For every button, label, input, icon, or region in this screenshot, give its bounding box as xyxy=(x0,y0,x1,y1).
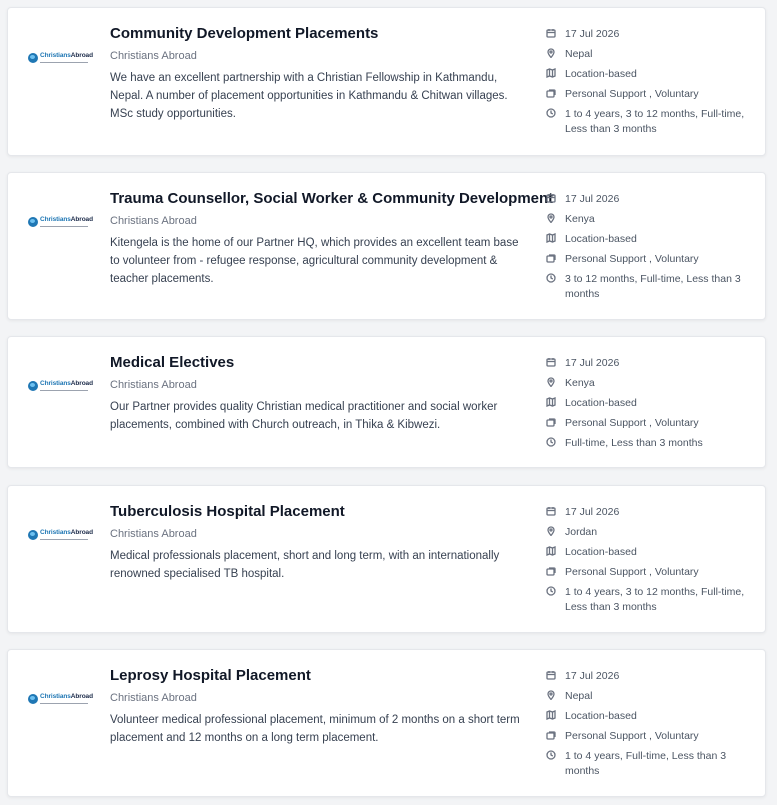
listing-description: Volunteer medical professional placement, minimum of 2 months on a short term placement and 12 months on a long term placement. xyxy=(110,714,520,744)
listing-title[interactable]: Tuberculosis Hospital Placement xyxy=(110,503,345,520)
listing-org: Christians Abroad xyxy=(110,379,197,391)
map-icon xyxy=(545,233,557,243)
calendar-icon xyxy=(545,357,557,367)
listing-country: Nepal xyxy=(545,689,755,704)
listing-description: Kitengela is the home of our Partner HQ, which provides an excellent team base to volunteer from - refugee response, agricultural community development & teacher placements. xyxy=(110,237,519,285)
listing-description: We have an excellent partnership with a Christian Fellowship in Kathmandu, Nepal. A number of placement opportunities in Kathmandu & Chitwan villages. MSc study opportunities. xyxy=(110,72,508,120)
listing-org: Christians Abroad xyxy=(110,692,197,704)
listing-country: Jordan xyxy=(545,525,755,540)
listing-duration: Full-time, Less than 3 months xyxy=(545,436,755,451)
listing-date: 17 Jul 2026 xyxy=(545,505,755,520)
org-logo xyxy=(28,214,92,230)
listing-country: Nepal xyxy=(545,47,755,62)
listing-title[interactable]: Trauma Counsellor, Social Worker & Community Development xyxy=(110,190,554,207)
listing-date: 17 Jul 2026 xyxy=(545,27,755,42)
listing-categories: Personal Support , Voluntary xyxy=(545,252,755,267)
listing-location-type: Location-based xyxy=(545,396,755,411)
listing-categories: Personal Support , Voluntary xyxy=(545,729,755,744)
cards-icon xyxy=(545,88,557,98)
globe-icon xyxy=(28,381,38,391)
map-pin-icon xyxy=(545,526,557,536)
listing-duration: 1 to 4 years, Full-time, Less than 3 months xyxy=(545,749,755,779)
cards-icon xyxy=(545,417,557,427)
org-logo xyxy=(28,691,92,707)
listing-title[interactable]: Medical Electives xyxy=(110,354,235,371)
map-icon xyxy=(545,710,557,720)
listing-categories: Personal Support , Voluntary xyxy=(545,87,755,102)
listing-duration: 1 to 4 years, 3 to 12 months, Full-time, Less than 3 months xyxy=(545,107,755,137)
listing-location-type: Location-based xyxy=(545,709,755,724)
map-icon xyxy=(545,546,557,556)
listing-date: 17 Jul 2026 xyxy=(545,669,755,684)
calendar-icon xyxy=(545,670,557,680)
clock-icon xyxy=(545,108,557,118)
listing-duration: 1 to 4 years, 3 to 12 months, Full-time, Less than 3 months xyxy=(545,585,755,615)
calendar-icon xyxy=(545,506,557,516)
logo-wordmark: ChristiansAbroad xyxy=(40,216,93,224)
listing-date: 17 Jul 2026 xyxy=(545,356,755,371)
map-pin-icon xyxy=(545,48,557,58)
clock-icon xyxy=(545,750,557,760)
logo-wordmark: ChristiansAbroad xyxy=(40,380,93,388)
logo-wordmark: ChristiansAbroad xyxy=(40,693,93,701)
cards-icon xyxy=(545,566,557,576)
map-icon xyxy=(545,397,557,407)
org-logo xyxy=(28,527,92,543)
globe-icon xyxy=(28,53,38,63)
map-icon xyxy=(545,68,557,78)
listing-description: Medical professionals placement, short and long term, with an internationally renowned specialised TB hospital. xyxy=(110,550,500,580)
globe-icon xyxy=(28,694,38,704)
listing-location-type: Location-based xyxy=(545,232,755,247)
listing-title[interactable]: Leprosy Hospital Placement xyxy=(110,667,311,684)
listing-location-type: Location-based xyxy=(545,67,755,82)
org-logo xyxy=(28,378,92,394)
logo-wordmark: ChristiansAbroad xyxy=(40,529,93,537)
listing-card[interactable] xyxy=(7,485,766,633)
listing-org: Christians Abroad xyxy=(110,528,197,540)
map-pin-icon xyxy=(545,213,557,223)
listing-location-type: Location-based xyxy=(545,545,755,560)
listing-date: 17 Jul 2026 xyxy=(545,192,755,207)
listing-duration: 3 to 12 months, Full-time, Less than 3 months xyxy=(545,272,755,302)
calendar-icon xyxy=(545,193,557,203)
listing-card[interactable] xyxy=(7,172,766,320)
calendar-icon xyxy=(545,28,557,38)
globe-icon xyxy=(28,530,38,540)
clock-icon xyxy=(545,586,557,596)
listing-card[interactable] xyxy=(7,7,766,156)
clock-icon xyxy=(545,437,557,447)
clock-icon xyxy=(545,273,557,283)
listing-title[interactable]: Community Development Placements xyxy=(110,25,379,42)
listing-categories: Personal Support , Voluntary xyxy=(545,565,755,580)
map-pin-icon xyxy=(545,690,557,700)
listing-description: Our Partner provides quality Christian medical practitioner and social worker placements, combined with Church outreach, in Thika & Kibwezi. xyxy=(110,401,498,431)
listing-org: Christians Abroad xyxy=(110,215,197,227)
listing-country: Kenya xyxy=(545,376,755,391)
listing-country: Kenya xyxy=(545,212,755,227)
logo-wordmark: ChristiansAbroad xyxy=(40,52,93,60)
globe-icon xyxy=(28,217,38,227)
org-logo xyxy=(28,50,92,66)
listing-categories: Personal Support , Voluntary xyxy=(545,416,755,431)
listing-card[interactable] xyxy=(7,336,766,468)
listing-org: Christians Abroad xyxy=(110,50,197,62)
cards-icon xyxy=(545,730,557,740)
cards-icon xyxy=(545,253,557,263)
map-pin-icon xyxy=(545,377,557,387)
listing-card[interactable] xyxy=(7,649,766,797)
